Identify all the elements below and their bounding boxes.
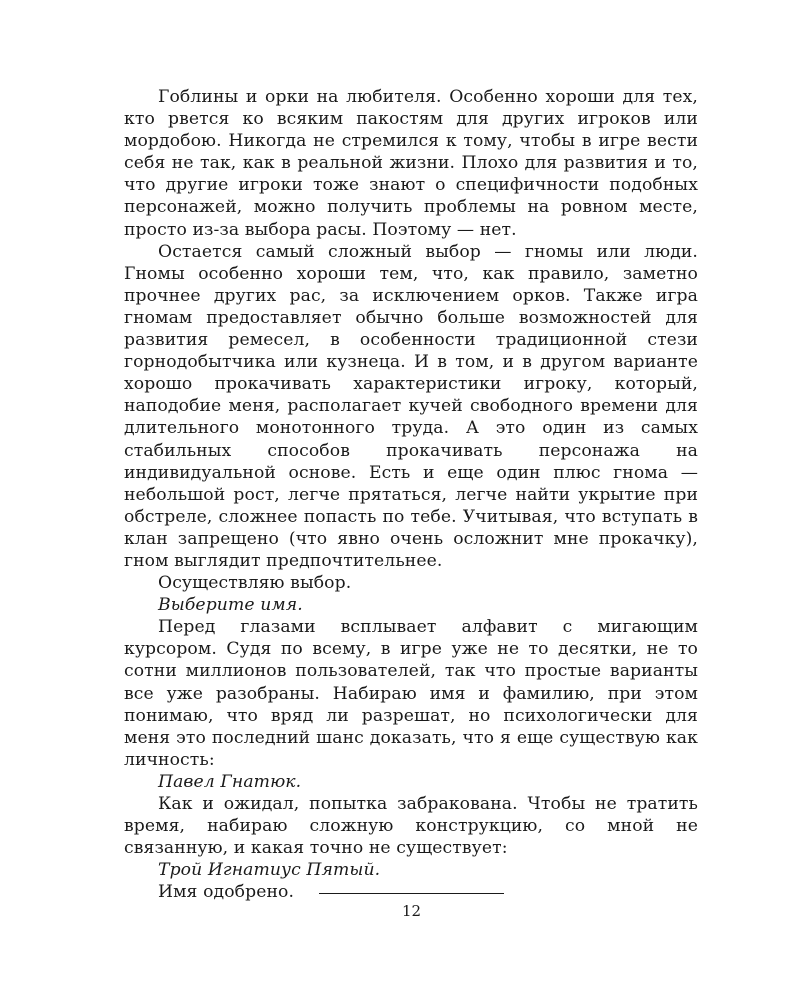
paragraph-gnomes-or-humans: Остается самый сложный выбор — гномы или люди. Гномы особенно хороши тем, что, как правило, заметно прочнее других рас, за исключением орков. Также игра гномам предоставляет обычно больше возможностей для развития ремесел, в особенности традиционной стези горнодобытчика или кузнеца. И в том, и в другом варианте хорошо прокачивать характеристики игроку, который, наподобие меня, располагает кучей свободного времени для длительного монотонного труда. А это один из самых стабильных способов прокачивать персонажа на индивидуальной основе. Есть и еще один плюс гнома — небольшой рост, легче прятаться, легче найти укрытие при обстреле, сложнее попасть по тебе. Учитывая, что вступать в клан запрещено (что явно очень осложнит мне прокачку), гном выглядит предпочтительнее. xyxy=(124,241,698,571)
entered-name-first: Павел Гнатюк. xyxy=(158,771,302,792)
prompt-choose-name: Выберите имя. xyxy=(158,595,303,616)
paragraph-make-choice: Осуществляю выбор. xyxy=(158,573,352,594)
footer-divider xyxy=(319,893,504,894)
paragraph-name-approved: Имя одобрено. xyxy=(158,882,295,903)
paragraph-attempt-rejected: Как и ожидал, попытка забракована. Чтобы не тратить время, набираю сложную конструкцию, со мной не связанную, и какая точно не существует: xyxy=(124,794,698,859)
paragraph-goblins-orcs: Гоблины и орки на любителя. Особенно хороши для тех, кто рвется ко всяким пакостям для других игроков или мордобою. Никогда не стремился к тому, чтобы в игре вести себя не так, как в реальной жизни. Плохо для развития и то, что другие игроки тоже знают о специфичности подобных персонажей, можно получить проблемы на ровном месте, просто из-за выбора расы. Поэтому — нет. xyxy=(124,87,698,240)
book-page-text xyxy=(124,86,698,903)
page-number: 12 xyxy=(401,902,422,920)
entered-name-second: Трой Игнатиус Пятый. xyxy=(158,860,381,881)
paragraph-alphabet-cursor: Перед глазами всплывает алфавит с мигающим курсором. Судя по всему, в игре уже не то десятки, не то сотни миллионов пользователей, так что простые варианты все уже разобраны. Набираю имя и фамилию, при этом понимаю, что вряд ли разрешат, но психологически для меня это последний шанс доказать, что я еще существую как личность: xyxy=(124,617,698,770)
